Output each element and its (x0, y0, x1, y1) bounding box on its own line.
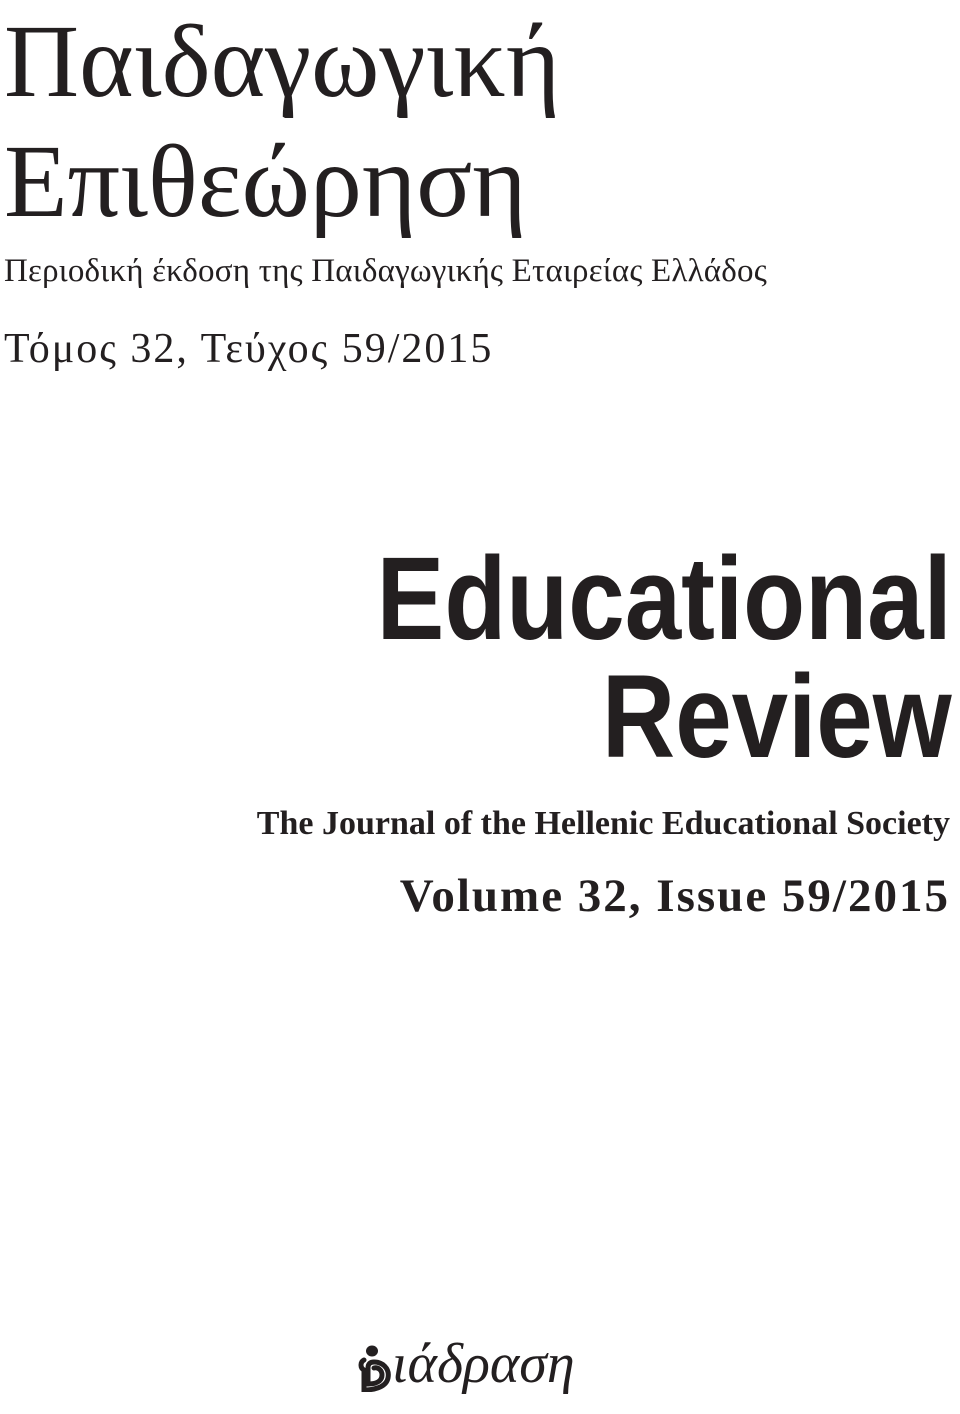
greek-volume-issue: Τόμος 32, Τεύχος 59/2015 (4, 326, 494, 372)
english-journal-subtitle: The Journal of the Hellenic Educational Society (256, 805, 950, 842)
publisher-logo (358, 1333, 598, 1408)
publisher-delta-mark-icon (358, 1344, 392, 1392)
greek-journal-title-line-2: Επιθεώρηση (4, 124, 527, 239)
greek-journal-title-line-1: Παιδαγωγική (4, 4, 561, 119)
english-volume-issue: Volume 32, Issue 59/2015 (399, 870, 950, 922)
english-journal-title-line-2: Review (602, 651, 952, 783)
english-journal-title-line-1: Educational (376, 533, 952, 665)
publisher-logo-text: ιάδραση (392, 1333, 575, 1395)
greek-journal-subtitle: Περιοδική έκδοση της Παιδαγωγικής Εταιρείας Ελλάδος (4, 253, 768, 289)
